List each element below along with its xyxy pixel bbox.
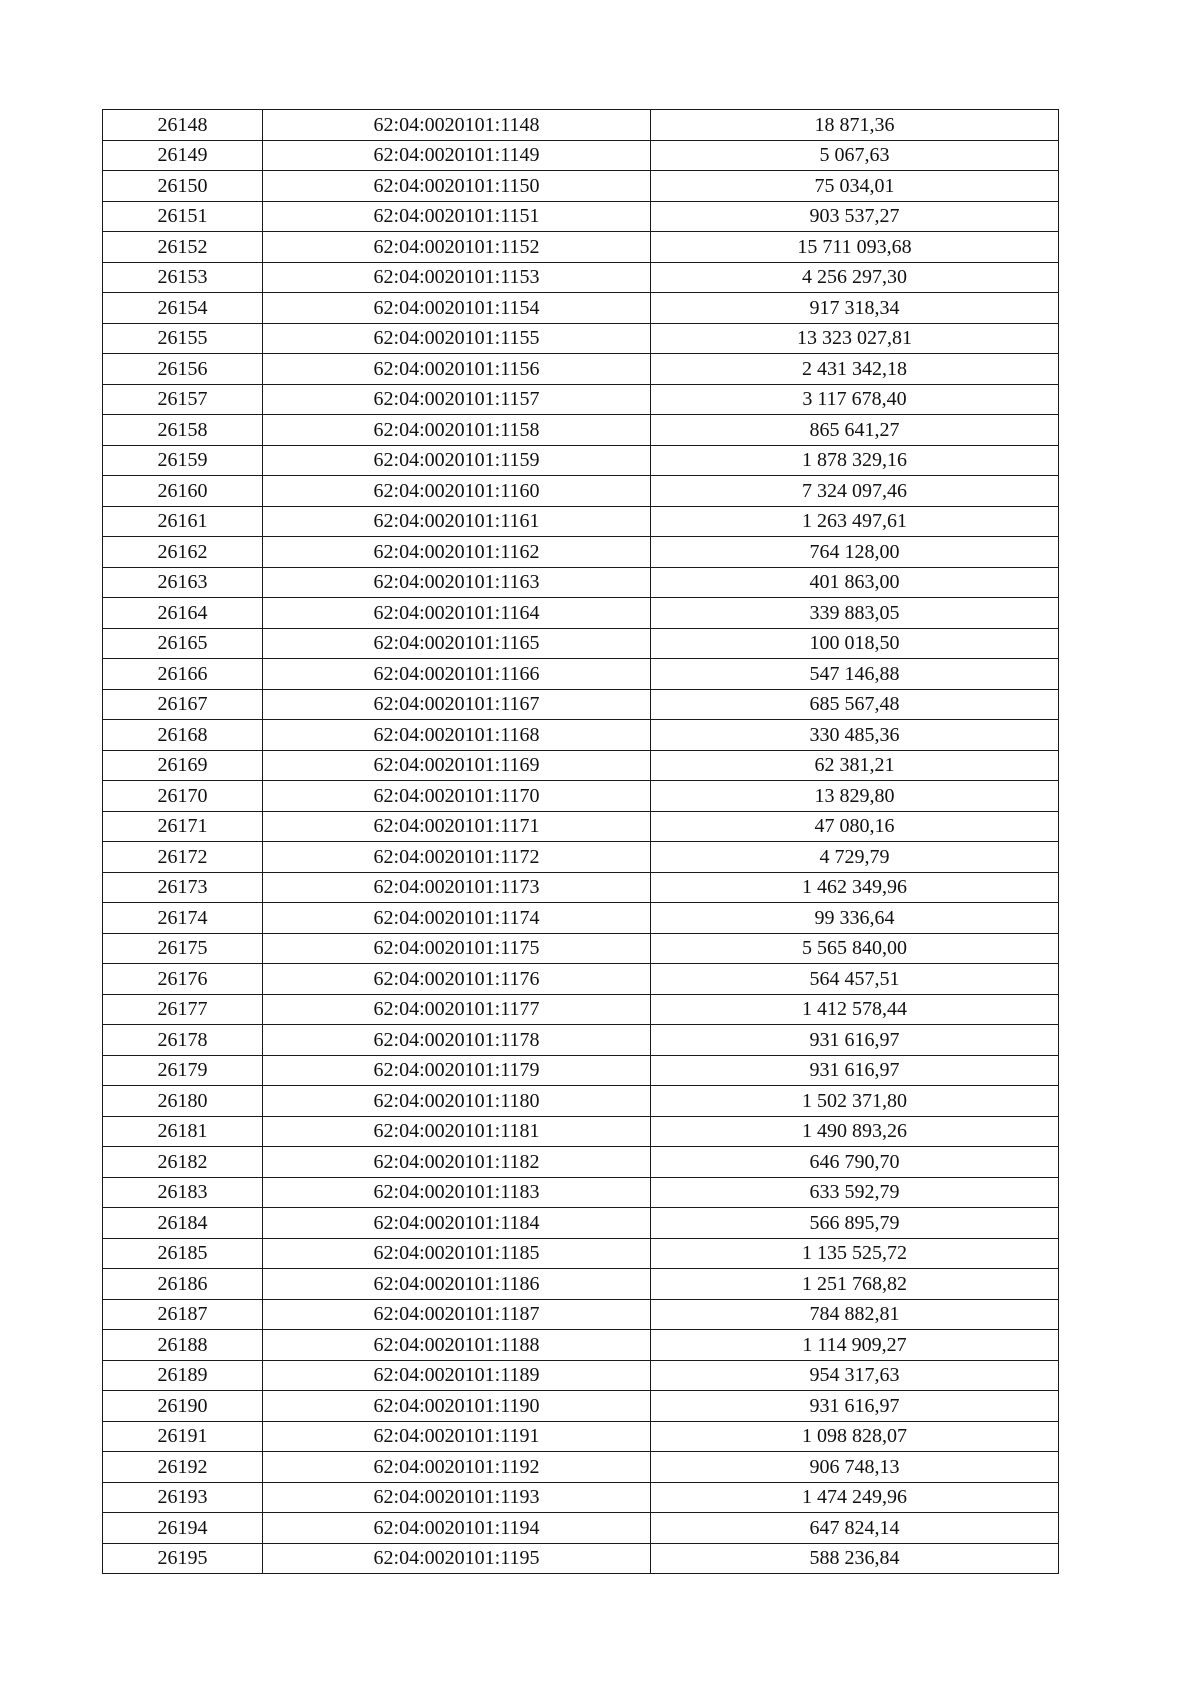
table-row [103,1147,1059,1178]
cadastral-value-cell: 75 034,01 [651,171,1059,202]
row-number-cell: 26160 [103,476,263,507]
cadastral-value-cell: 588 236,84 [651,1543,1059,1574]
row-number-cell: 26181 [103,1116,263,1147]
cadastral-value-cell: 4 729,79 [651,842,1059,873]
cadastral-number-cell: 62:04:0020101:1162 [263,537,651,568]
cadastral-value-cell: 931 616,97 [651,1055,1059,1086]
cadastral-value-cell: 646 790,70 [651,1147,1059,1178]
table-row [103,1513,1059,1544]
cadastral-value-cell: 931 616,97 [651,1025,1059,1056]
cadastral-number-cell: 62:04:0020101:1194 [263,1513,651,1544]
table-row [103,811,1059,842]
cadastral-number-cell: 62:04:0020101:1167 [263,689,651,720]
cadastral-value-cell: 47 080,16 [651,811,1059,842]
table-row [103,1543,1059,1574]
cadastral-value-cell: 1 462 349,96 [651,872,1059,903]
cadastral-value-cell: 633 592,79 [651,1177,1059,1208]
table-row [103,994,1059,1025]
row-number-cell: 26153 [103,262,263,293]
row-number-cell: 26159 [103,445,263,476]
cadastral-number-cell: 62:04:0020101:1177 [263,994,651,1025]
row-number-cell: 26195 [103,1543,263,1574]
cadastral-value-cell: 685 567,48 [651,689,1059,720]
cadastral-value-cell: 954 317,63 [651,1360,1059,1391]
row-number-cell: 26191 [103,1421,263,1452]
table-row [103,232,1059,263]
row-number-cell: 26172 [103,842,263,873]
table-row [103,1360,1059,1391]
cadastral-number-cell: 62:04:0020101:1175 [263,933,651,964]
table-row [103,415,1059,446]
row-number-cell: 26154 [103,293,263,324]
table-row [103,384,1059,415]
table-row [103,537,1059,568]
cadastral-number-cell: 62:04:0020101:1163 [263,567,651,598]
table-row [103,293,1059,324]
cadastral-value-cell: 906 748,13 [651,1452,1059,1483]
row-number-cell: 26157 [103,384,263,415]
cadastral-value-cell: 1 878 329,16 [651,445,1059,476]
cadastral-number-cell: 62:04:0020101:1151 [263,201,651,232]
cadastral-value-cell: 3 117 678,40 [651,384,1059,415]
row-number-cell: 26166 [103,659,263,690]
row-number-cell: 26170 [103,781,263,812]
cadastral-value-cell: 1 412 578,44 [651,994,1059,1025]
row-number-cell: 26161 [103,506,263,537]
row-number-cell: 26176 [103,964,263,995]
table-row [103,689,1059,720]
cadastral-value-cell: 784 882,81 [651,1299,1059,1330]
cadastral-number-cell: 62:04:0020101:1173 [263,872,651,903]
table-row [103,1086,1059,1117]
table-row [103,1299,1059,1330]
cadastral-number-cell: 62:04:0020101:1169 [263,750,651,781]
row-number-cell: 26182 [103,1147,263,1178]
cadastral-number-cell: 62:04:0020101:1176 [263,964,651,995]
table-row [103,1330,1059,1361]
cadastral-value-cell: 339 883,05 [651,598,1059,629]
row-number-cell: 26186 [103,1269,263,1300]
cadastral-value-cell: 15 711 093,68 [651,232,1059,263]
cadastral-number-cell: 62:04:0020101:1165 [263,628,651,659]
cadastral-number-cell: 62:04:0020101:1150 [263,171,651,202]
row-number-cell: 26149 [103,140,263,171]
row-number-cell: 26162 [103,537,263,568]
row-number-cell: 26190 [103,1391,263,1422]
row-number-cell: 26178 [103,1025,263,1056]
table-row [103,1482,1059,1513]
cadastral-value-cell: 401 863,00 [651,567,1059,598]
cadastral-number-cell: 62:04:0020101:1184 [263,1208,651,1239]
row-number-cell: 26189 [103,1360,263,1391]
cadastral-number-cell: 62:04:0020101:1189 [263,1360,651,1391]
cadastral-value-cell: 330 485,36 [651,720,1059,751]
cadastral-value-cell: 547 146,88 [651,659,1059,690]
cadastral-number-cell: 62:04:0020101:1164 [263,598,651,629]
row-number-cell: 26188 [103,1330,263,1361]
cadastral-number-cell: 62:04:0020101:1156 [263,354,651,385]
row-number-cell: 26150 [103,171,263,202]
row-number-cell: 26180 [103,1086,263,1117]
table-row [103,171,1059,202]
table-row [103,506,1059,537]
cadastral-value-cell: 1 251 768,82 [651,1269,1059,1300]
row-number-cell: 26177 [103,994,263,1025]
cadastral-number-cell: 62:04:0020101:1187 [263,1299,651,1330]
cadastral-value-cell: 1 135 525,72 [651,1238,1059,1269]
cadastral-value-cell: 564 457,51 [651,964,1059,995]
table-row [103,842,1059,873]
table-row [103,1055,1059,1086]
cadastral-value-cell: 99 336,64 [651,903,1059,934]
cadastral-value-cell: 1 490 893,26 [651,1116,1059,1147]
row-number-cell: 26185 [103,1238,263,1269]
table-row [103,140,1059,171]
table-row [103,262,1059,293]
cadastral-value-cell: 764 128,00 [651,537,1059,568]
table-row [103,354,1059,385]
row-number-cell: 26179 [103,1055,263,1086]
cadastral-number-cell: 62:04:0020101:1149 [263,140,651,171]
row-number-cell: 26193 [103,1482,263,1513]
cadastral-number-cell: 62:04:0020101:1172 [263,842,651,873]
cadastral-number-cell: 62:04:0020101:1186 [263,1269,651,1300]
cadastral-number-cell: 62:04:0020101:1158 [263,415,651,446]
row-number-cell: 26174 [103,903,263,934]
table-row [103,1208,1059,1239]
cadastral-number-cell: 62:04:0020101:1174 [263,903,651,934]
row-number-cell: 26175 [103,933,263,964]
table-row [103,567,1059,598]
cadastral-value-cell: 13 323 027,81 [651,323,1059,354]
table-row [103,933,1059,964]
cadastral-value-cell: 4 256 297,30 [651,262,1059,293]
cadastral-value-cell: 62 381,21 [651,750,1059,781]
row-number-cell: 26151 [103,201,263,232]
table-row [103,1238,1059,1269]
row-number-cell: 26156 [103,354,263,385]
table-row [103,964,1059,995]
cadastral-number-cell: 62:04:0020101:1157 [263,384,651,415]
cadastral-number-cell: 62:04:0020101:1153 [263,262,651,293]
cadastral-number-cell: 62:04:0020101:1188 [263,1330,651,1361]
cadastral-number-cell: 62:04:0020101:1191 [263,1421,651,1452]
cadastral-number-cell: 62:04:0020101:1185 [263,1238,651,1269]
table-row [103,201,1059,232]
cadastral-value-cell: 5 565 840,00 [651,933,1059,964]
cadastral-number-cell: 62:04:0020101:1181 [263,1116,651,1147]
table-row [103,750,1059,781]
table-row [103,1269,1059,1300]
cadastral-value-cell: 931 616,97 [651,1391,1059,1422]
cadastral-value-cell: 18 871,36 [651,110,1059,141]
table-row [103,1025,1059,1056]
table-body [103,110,1059,1574]
cadastral-number-cell: 62:04:0020101:1168 [263,720,651,751]
row-number-cell: 26163 [103,567,263,598]
row-number-cell: 26187 [103,1299,263,1330]
cadastral-value-cell: 1 114 909,27 [651,1330,1059,1361]
cadastral-number-cell: 62:04:0020101:1195 [263,1543,651,1574]
cadastral-value-table [102,109,1059,1574]
row-number-cell: 26184 [103,1208,263,1239]
table-row [103,598,1059,629]
cadastral-value-cell: 5 067,63 [651,140,1059,171]
table-row [103,323,1059,354]
cadastral-number-cell: 62:04:0020101:1178 [263,1025,651,1056]
cadastral-value-cell: 2 431 342,18 [651,354,1059,385]
cadastral-value-cell: 1 502 371,80 [651,1086,1059,1117]
row-number-cell: 26152 [103,232,263,263]
row-number-cell: 26167 [103,689,263,720]
row-number-cell: 26164 [103,598,263,629]
cadastral-value-cell: 917 318,34 [651,293,1059,324]
cadastral-number-cell: 62:04:0020101:1183 [263,1177,651,1208]
table-row [103,659,1059,690]
table-row [103,720,1059,751]
cadastral-value-cell: 903 537,27 [651,201,1059,232]
cadastral-number-cell: 62:04:0020101:1154 [263,293,651,324]
cadastral-value-cell: 1 474 249,96 [651,1482,1059,1513]
cadastral-value-cell: 865 641,27 [651,415,1059,446]
cadastral-value-cell: 13 829,80 [651,781,1059,812]
table-row [103,903,1059,934]
table-row [103,628,1059,659]
row-number-cell: 26168 [103,720,263,751]
cadastral-number-cell: 62:04:0020101:1152 [263,232,651,263]
row-number-cell: 26169 [103,750,263,781]
row-number-cell: 26173 [103,872,263,903]
table-row [103,110,1059,141]
table-row [103,1116,1059,1147]
cadastral-number-cell: 62:04:0020101:1193 [263,1482,651,1513]
cadastral-number-cell: 62:04:0020101:1159 [263,445,651,476]
row-number-cell: 26165 [103,628,263,659]
table-row [103,445,1059,476]
cadastral-number-cell: 62:04:0020101:1148 [263,110,651,141]
cadastral-number-cell: 62:04:0020101:1160 [263,476,651,507]
cadastral-number-cell: 62:04:0020101:1170 [263,781,651,812]
row-number-cell: 26171 [103,811,263,842]
cadastral-number-cell: 62:04:0020101:1180 [263,1086,651,1117]
row-number-cell: 26183 [103,1177,263,1208]
table-row [103,1452,1059,1483]
cadastral-value-cell: 100 018,50 [651,628,1059,659]
row-number-cell: 26192 [103,1452,263,1483]
table-row [103,1177,1059,1208]
table-row [103,476,1059,507]
row-number-cell: 26148 [103,110,263,141]
cadastral-number-cell: 62:04:0020101:1192 [263,1452,651,1483]
cadastral-number-cell: 62:04:0020101:1179 [263,1055,651,1086]
table-row [103,1391,1059,1422]
table-row [103,1421,1059,1452]
cadastral-number-cell: 62:04:0020101:1182 [263,1147,651,1178]
cadastral-value-cell: 1 263 497,61 [651,506,1059,537]
cadastral-value-cell: 566 895,79 [651,1208,1059,1239]
cadastral-number-cell: 62:04:0020101:1155 [263,323,651,354]
cadastral-value-cell: 1 098 828,07 [651,1421,1059,1452]
cadastral-number-cell: 62:04:0020101:1166 [263,659,651,690]
cadastral-number-cell: 62:04:0020101:1161 [263,506,651,537]
row-number-cell: 26194 [103,1513,263,1544]
row-number-cell: 26155 [103,323,263,354]
row-number-cell: 26158 [103,415,263,446]
table-row [103,781,1059,812]
table-row [103,872,1059,903]
cadastral-value-cell: 647 824,14 [651,1513,1059,1544]
cadastral-value-cell: 7 324 097,46 [651,476,1059,507]
cadastral-number-cell: 62:04:0020101:1190 [263,1391,651,1422]
cadastral-number-cell: 62:04:0020101:1171 [263,811,651,842]
